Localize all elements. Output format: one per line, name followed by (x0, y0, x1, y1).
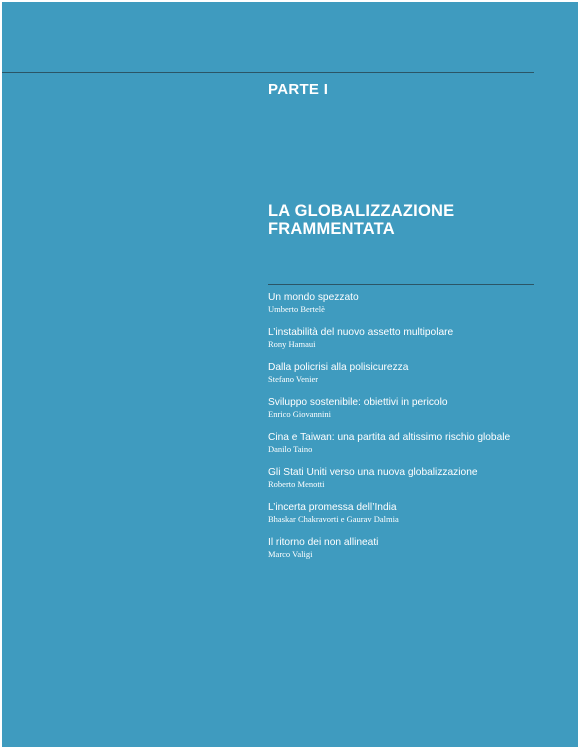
toc-entry-author: Danilo Taino (268, 444, 313, 454)
toc-entry-author: Stefano Venier (268, 374, 319, 384)
toc-entry[interactable] (268, 467, 568, 502)
section-divider (268, 284, 534, 285)
toc-entry-title: Gli Stati Uniti verso una nuova globalizzazione (268, 467, 478, 478)
section-title-line-2: FRAMMENTATA (268, 220, 395, 238)
page (2, 2, 578, 747)
toc-entry-title: Sviluppo sostenibile: obiettivi in pericolo (268, 397, 448, 408)
toc-entry-author: Roberto Menotti (268, 479, 325, 489)
toc-entry-author: Bhaskar Chakravorti e Gaurav Dalmia (268, 514, 399, 524)
toc-entry-title: Cina e Taiwan: una partita ad altissimo rischio globale (268, 432, 511, 443)
toc-entry-author: Enrico Giovannini (268, 409, 332, 419)
toc-entry-title: Dalla policrisi alla polisicurezza (268, 362, 409, 373)
section-title-line-1: LA GLOBALIZZAZIONE (268, 202, 455, 220)
toc-entry-author: Marco Valigi (268, 549, 313, 559)
toc-entry-author: Umberto Bertelè (268, 304, 325, 314)
toc-entry[interactable] (268, 432, 568, 467)
toc-entry-title: L’instabilità del nuovo assetto multipolare (268, 327, 454, 338)
toc-entry[interactable] (268, 362, 568, 397)
toc-entry[interactable] (268, 537, 568, 572)
toc-entry-title: L’incerta promessa dell’India (268, 502, 397, 513)
toc-entry[interactable] (268, 327, 568, 362)
top-divider (2, 72, 534, 73)
toc-entry-title: Un mondo spezzato (268, 292, 359, 303)
toc-entry-author: Rony Hamaui (268, 339, 316, 349)
part-label: PARTE I (268, 81, 329, 98)
toc-entry[interactable] (268, 292, 568, 327)
toc-entry[interactable] (268, 502, 568, 537)
section-title (268, 202, 548, 238)
toc-entry[interactable] (268, 397, 568, 432)
toc-entry-title: Il ritorno dei non allineati (268, 537, 379, 548)
table-of-contents (268, 292, 568, 572)
